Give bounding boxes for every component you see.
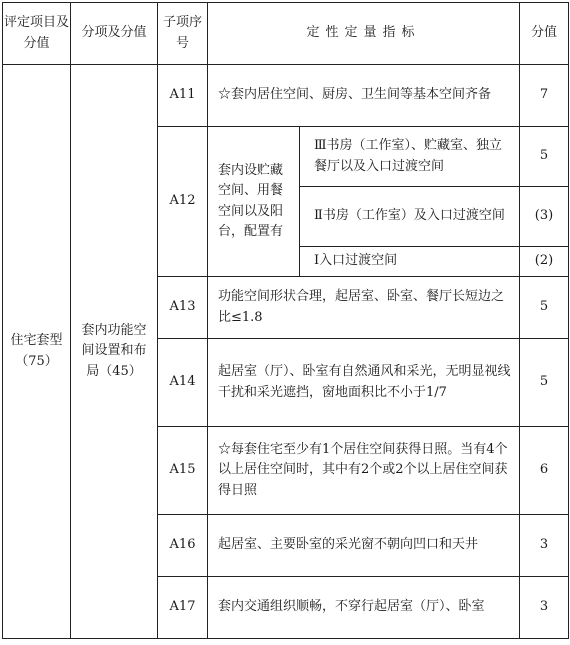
- item-id: A17: [158, 577, 208, 639]
- item-id: A12: [158, 127, 208, 277]
- item-id: A13: [158, 277, 208, 339]
- header-subcategory: 分项及分值: [71, 3, 158, 65]
- item-id: A11: [158, 65, 208, 127]
- category-cell: 住宅套型（75）: [3, 65, 71, 639]
- item-score: 3: [520, 577, 569, 639]
- header-score: 分值: [520, 3, 569, 65]
- header-row: [3, 3, 569, 65]
- item-id: A14: [158, 339, 208, 427]
- item-text: ☆每套住宅至少有1个居住空间获得日照。当有4个以上居住空间时，其中有2个或2个以上居住空间获得日照: [208, 427, 520, 515]
- evaluation-table: [2, 2, 569, 639]
- item-score: 6: [520, 427, 569, 515]
- item-id: A16: [158, 515, 208, 577]
- item-score: 5: [520, 339, 569, 427]
- header-category: 评定项目及分值: [3, 3, 71, 65]
- evaluation-table-page: [2, 2, 568, 643]
- item-text: 起居室、主要卧室的采光窗不朝向凹口和天井: [208, 515, 520, 577]
- header-item-no: 子项序号: [158, 3, 208, 65]
- item-text: 功能空间形状合理，起居室、卧室、餐厅长短边之比≤1.8: [208, 277, 520, 339]
- subitem-text: Ⅲ书房（工作室）、贮藏室、独立餐厅以及入口过渡空间: [300, 127, 520, 187]
- subcategory-cell: 套内功能空间设置和布局（45）: [71, 65, 158, 639]
- subitem-score: (3): [520, 187, 569, 247]
- subitem-text: Ⅱ书房（工作室）及入口过渡空间: [300, 187, 520, 247]
- subitem-score: 5: [520, 127, 569, 187]
- item-text: 套内交通组织顺畅，不穿行起居室（厅）、卧室: [208, 577, 520, 639]
- header-indicator: 定性定量指标: [208, 3, 520, 65]
- item-text: ☆套内居住空间、厨房、卫生间等基本空间齐备: [208, 65, 520, 127]
- table-row-a11: [3, 65, 569, 127]
- item-text: 套内设贮藏空间、用餐空间以及阳台，配置有: [208, 127, 300, 277]
- item-score: 3: [520, 515, 569, 577]
- item-text: 起居室（厅）、卧室有自然通风和采光，无明显视线干扰和采光遮挡，窗地面积比不小于1/7: [208, 339, 520, 427]
- item-score: 5: [520, 277, 569, 339]
- subitem-score: (2): [520, 247, 569, 277]
- item-score: 7: [520, 65, 569, 127]
- subitem-text: Ⅰ入口过渡空间: [300, 247, 520, 277]
- item-id: A15: [158, 427, 208, 515]
